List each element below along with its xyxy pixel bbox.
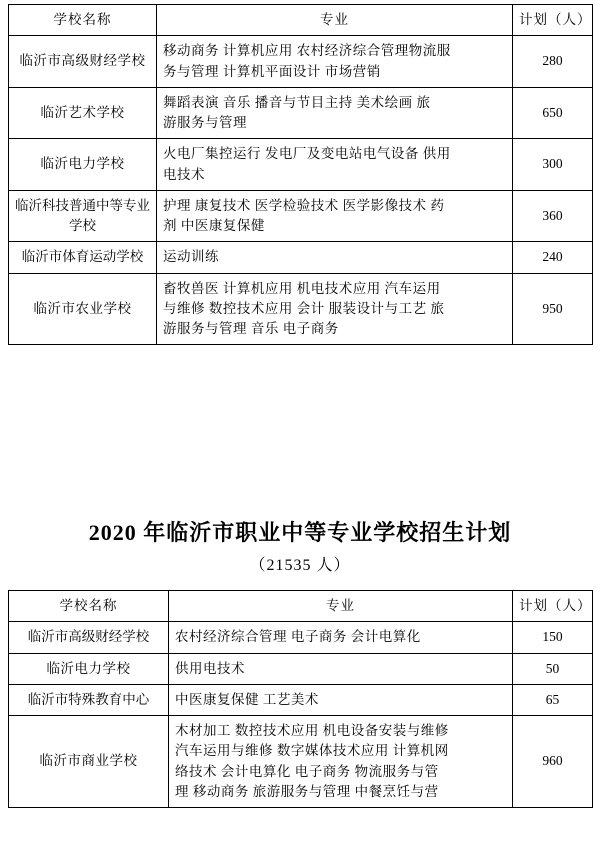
table-row xyxy=(9,242,593,273)
table-row xyxy=(9,653,593,684)
major-line: 移动商务 计算机应用 农村经济综合管理物流服 xyxy=(163,43,451,59)
school-name: 临沂市体育运动学校 xyxy=(9,242,157,273)
major-line: 剂 中医康复保健 xyxy=(163,218,265,233)
major-line: 中医康复保健 工艺美术 xyxy=(175,691,319,707)
table-row xyxy=(9,622,593,653)
major-line: 护理 康复技术 医学检验技术 医学影像技术 药 xyxy=(163,197,445,213)
plan-count: 50 xyxy=(513,653,593,684)
major-line: 游服务与管理 xyxy=(163,115,247,130)
plan-count: 960 xyxy=(513,716,593,808)
plan-count: 950 xyxy=(513,273,593,345)
school-name: 临沂市高级财经学校 xyxy=(9,622,169,653)
admission-plan-table-one xyxy=(8,4,593,345)
plan-count: 300 xyxy=(513,139,593,191)
column-header-school: 学校名称 xyxy=(9,591,169,622)
major-line: 与维修 数控技术应用 会计 服装设计与工艺 旅 xyxy=(163,300,445,316)
school-name: 临沂艺术学校 xyxy=(9,87,157,139)
table-header-row xyxy=(9,591,593,622)
column-header-major: 专业 xyxy=(169,591,513,622)
major-line: 游服务与管理 音乐 电子商务 xyxy=(163,321,339,336)
school-name: 临沂市高级财经学校 xyxy=(9,36,157,88)
major-line: 运动训练 xyxy=(163,249,219,265)
major-line: 电技术 xyxy=(163,166,205,182)
major-list xyxy=(169,684,513,715)
section-title: 2020 年临沂市职业中等专业学校招生计划 xyxy=(88,520,512,545)
plan-count: 360 xyxy=(513,190,593,242)
school-name: 临沂市特殊教育中心 xyxy=(9,684,169,715)
plan-count: 650 xyxy=(513,87,593,139)
major-line: 络技术 会计电算化 电子商务 物流服务与管 xyxy=(175,763,439,779)
major-list xyxy=(157,139,513,191)
major-line: 舞蹈表演 音乐 播音与节目主持 美术绘画 旅 xyxy=(163,94,431,110)
table-row xyxy=(9,716,593,808)
plan-count: 150 xyxy=(513,622,593,653)
major-line: 汽车运用与维修 数字媒体技术应用 计算机网 xyxy=(175,743,449,759)
major-line: 供用电技术 xyxy=(175,660,245,676)
major-line: 木材加工 数控技术应用 机电设备安装与维修 xyxy=(175,723,449,738)
table-row xyxy=(9,190,593,242)
major-list xyxy=(157,242,513,273)
table-header-row xyxy=(9,5,593,36)
major-line: 畜牧兽医 计算机应用 机电技术应用 汽车运用 xyxy=(163,280,441,296)
table-row xyxy=(9,684,593,715)
column-header-plan: 计划（人） xyxy=(513,591,593,622)
major-line: 农村经济综合管理 电子商务 会计电算化 xyxy=(175,629,421,645)
column-header-school: 学校名称 xyxy=(9,5,157,36)
major-list xyxy=(157,190,513,242)
plan-count: 280 xyxy=(513,36,593,88)
table-row xyxy=(9,36,593,88)
major-list xyxy=(157,87,513,139)
column-header-major: 专业 xyxy=(157,5,513,36)
major-list xyxy=(169,716,513,808)
major-list xyxy=(169,622,513,653)
school-name: 临沂市农业学校 xyxy=(9,273,157,345)
school-name: 临沂电力学校 xyxy=(9,653,169,684)
major-list xyxy=(157,273,513,345)
column-header-plan: 计划（人） xyxy=(513,5,593,36)
table-row xyxy=(9,273,593,345)
school-name: 临沂市商业学校 xyxy=(9,716,169,808)
table-row xyxy=(9,87,593,139)
major-list xyxy=(157,36,513,88)
school-name: 临沂科技普通中等专业学校 xyxy=(9,190,157,242)
major-list xyxy=(169,653,513,684)
major-line: 理 移动商务 旅游服务与管理 中餐烹饪与营 xyxy=(175,783,439,799)
major-line: 务与管理 计算机平面设计 市场营销 xyxy=(163,63,381,79)
plan-count: 240 xyxy=(513,242,593,273)
plan-count: 65 xyxy=(513,684,593,715)
table-row xyxy=(9,139,593,191)
major-line: 火电厂集控运行 发电厂及变电站电气设备 供用 xyxy=(163,146,451,162)
school-name: 临沂电力学校 xyxy=(9,139,157,191)
admission-plan-table-two xyxy=(8,590,593,808)
section-subtitle: （21535 人） xyxy=(249,557,351,574)
